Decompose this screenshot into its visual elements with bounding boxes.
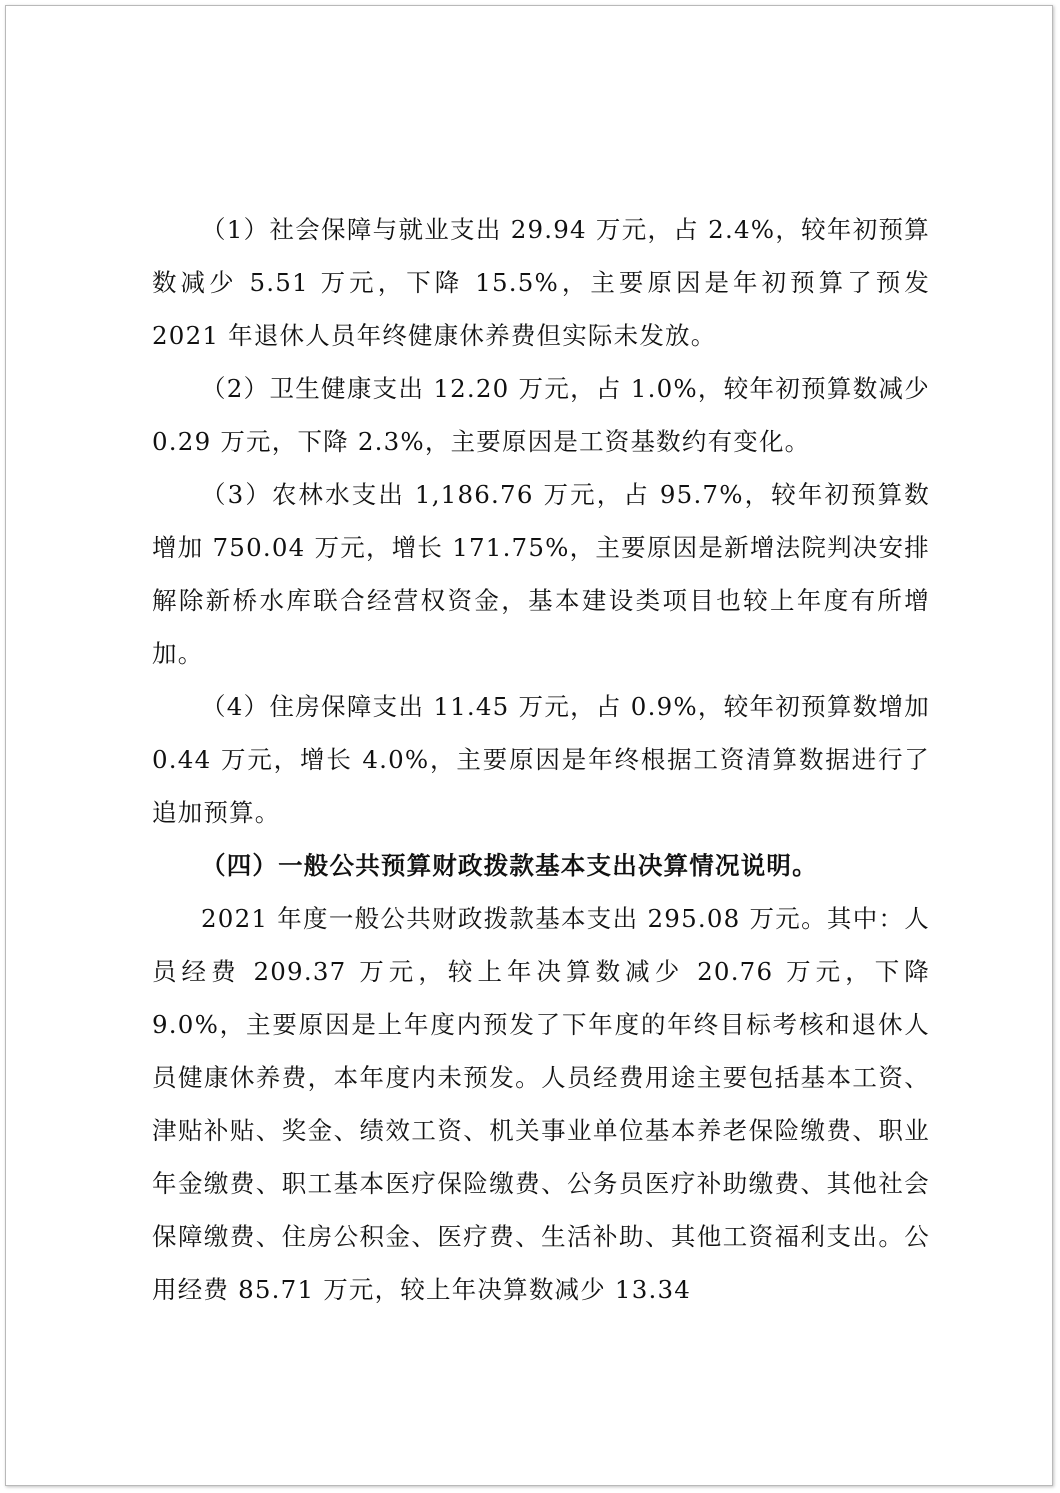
- paragraph-health: （2）卫生健康支出 12.20 万元，占 1.0%，较年初预算数减少 0.29 万元，下降 2.3%，主要原因是工资基数约有变化。: [152, 374, 930, 456]
- paragraph-social-security: （1）社会保障与就业支出 29.94 万元，占 2.4%，较年初预算数减少 5.51 万元，下降 15.5%，主要原因是年初预算了预发 2021 年退休人员年终健康休养费但实际未发放。: [152, 215, 930, 350]
- paragraph-agriculture: （3）农林水支出 1,186.76 万元，占 95.7%，较年初预算数增加 750.04 万元，增长 171.75%，主要原因是新增法院判决安排解除新桥水库联合经营权资金，基本建设类项目也较上年度有所增加。: [152, 480, 930, 668]
- document-body: [152, 203, 930, 1316]
- paragraph-housing: （4）住房保障支出 11.45 万元，占 0.9%，较年初预算数增加 0.44 万元，增长 4.0%，主要原因是年终根据工资清算数据进行了追加预算。: [152, 692, 930, 827]
- section-heading: （四）一般公共预算财政拨款基本支出决算情况说明。: [201, 851, 818, 880]
- paragraph-basic-expenditure: 2021 年度一般公共财政拨款基本支出 295.08 万元。其中：人员经费 209.37 万元，较上年决算数减少 20.76 万元，下降 9.0%，主要原因是上年度内预发了下年度的年终目标考核和退休人员健康休养费，本年度内未预发。人员经费用途主要包括基本工资、津贴补贴、奖金、绩效工资、机关事业单位基本养老保险缴费、职业年金缴费、职工基本医疗保险缴费、公务员医疗补助缴费、其他社会保障缴费、住房公积金、医疗费、生活补助、其他工资福利支出。公用经费 85.71 万元，较上年决算数减少 13.34: [152, 904, 930, 1304]
- document-page: [5, 5, 1053, 1486]
